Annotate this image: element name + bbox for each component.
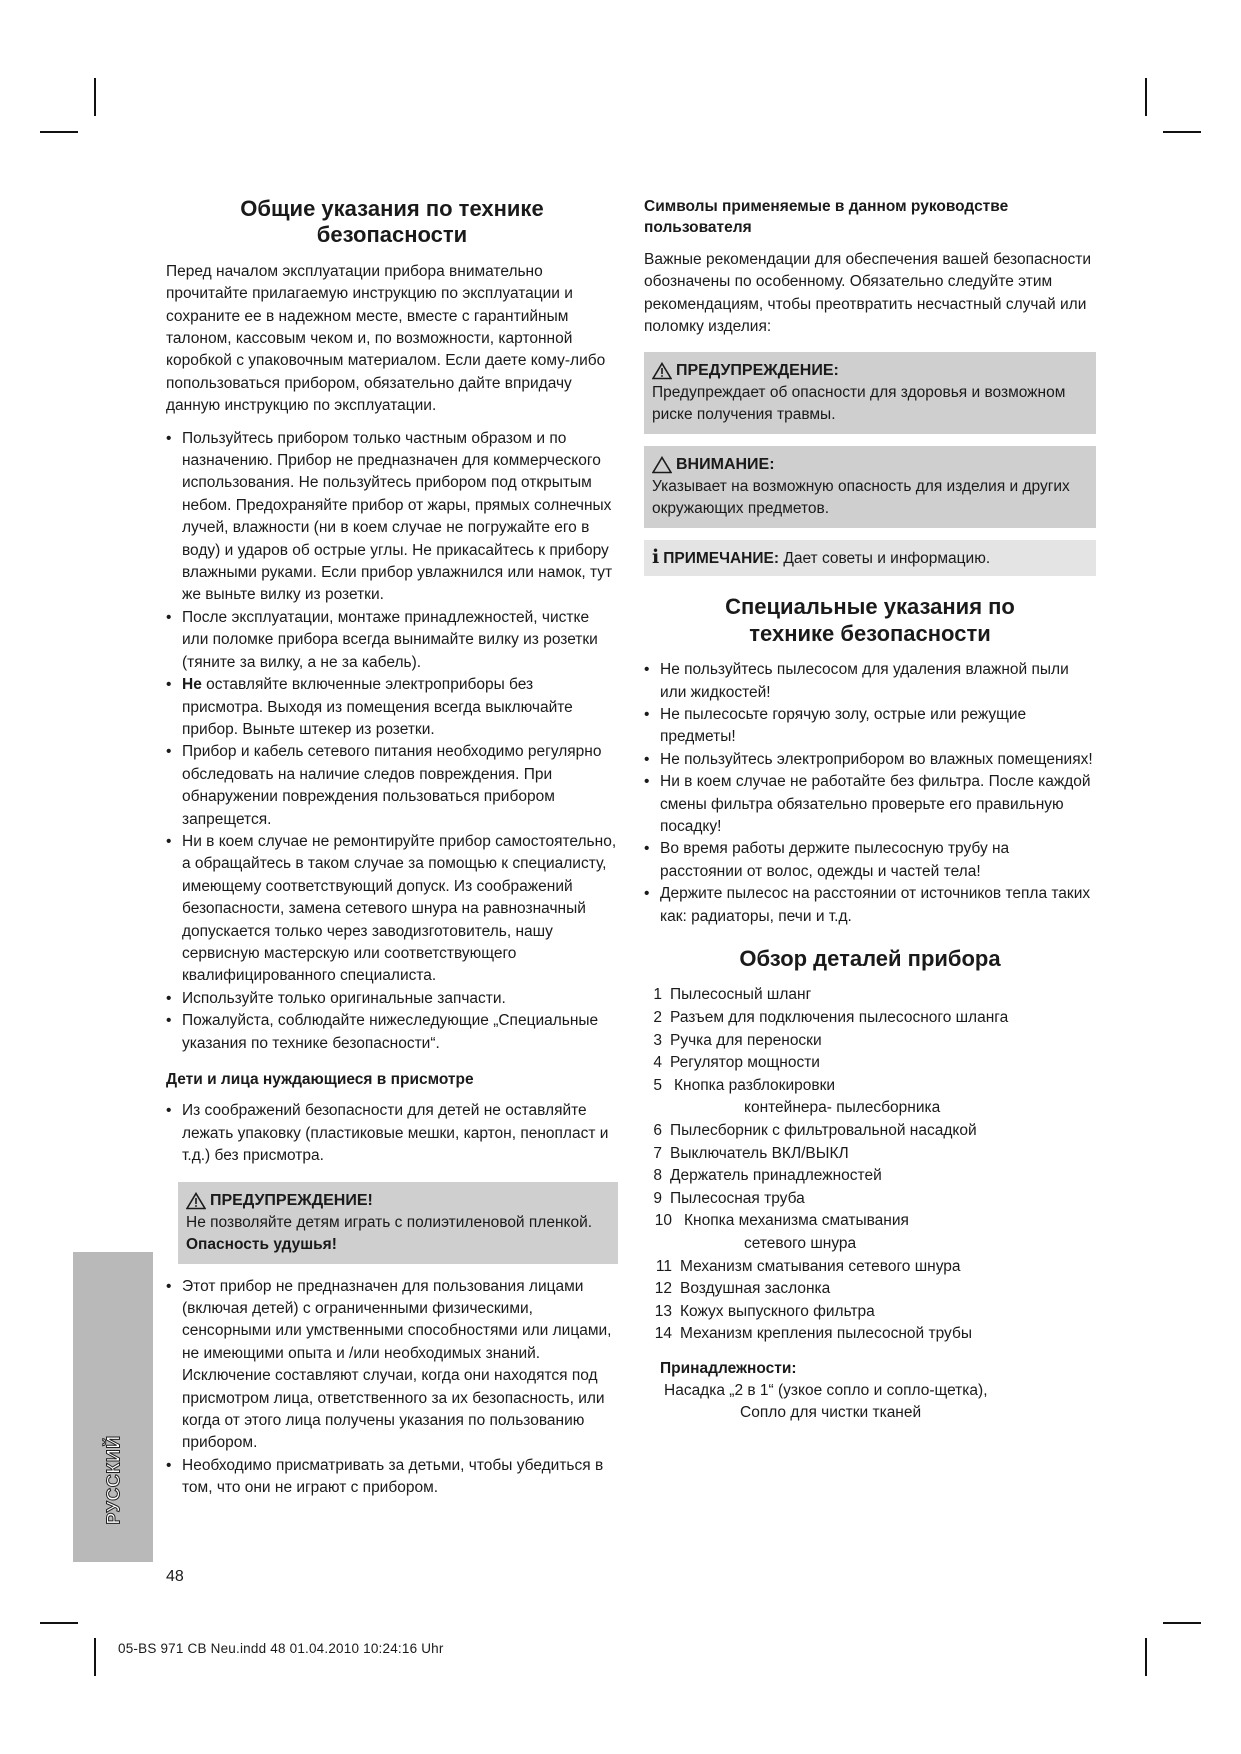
crop-mark [94,78,96,116]
list-item: • Необходимо присматривать за детьми, чтобы убедиться в том, что они не играют с прибором. [166,1455,618,1500]
part-item: 3 Ручка для переноски [653,1031,822,1049]
part-item: 7 Выключатель ВКЛ/ВЫКЛ [653,1144,849,1162]
crop-mark [40,1622,78,1624]
part-item: 8 Держатель принадлежностей [653,1167,882,1185]
accessories-line: Сопло для чистки тканей [740,1403,922,1421]
list-item: • Не пользуйтесь электроприбором во влажных помещениях! [644,749,1096,771]
list-item: • Ни в коем случае не работайте без фильтра. После каждой смены фильтра обязательно проверьте его правильную посадку! [644,771,1096,838]
list-item: • Во время работы держите пылесосную трубу на расстоянии от волос, одежды и частей тела! [644,838,1096,883]
list-item: • Используйте только оригинальные запчасти. [166,988,618,1010]
attention-text: Указывает на возможную опасность для изделия и других окружающих предметов. [652,478,1070,518]
warning-text: Не позволяйте детям играть с полиэтиленовой пленкой. [186,1213,593,1231]
warning-triangle-icon [186,1192,206,1210]
note-text: Дает советы и информацию. [779,550,991,568]
parts-list [644,984,1096,1346]
crop-mark [1163,1622,1201,1624]
page-number: 48 [166,1568,184,1585]
children-warning-box [178,1182,618,1264]
note-box [644,540,1096,576]
parts-overview-title: Обзор деталей прибора [739,946,1001,972]
note-title: ПРИМЕЧАНИЕ: [663,550,780,568]
info-icon: i [652,546,660,569]
warning-emphasis: Опасность удушья! [186,1235,337,1253]
general-safety-title: Общие указания по технике безопасности [240,196,544,248]
list-item: • Держите пылесос на расстоянии от источников тепла таких как: радиаторы, печи и т.д. [644,883,1096,928]
symbols-heading: Символы применяемые в данном руководстве пользователя [644,198,1009,237]
warning-box [644,352,1096,434]
warning-title: ПРЕДУПРЕЖДЕНИЕ! [210,1191,373,1209]
accessories-line: Насадка „2 в 1“ (узкое сопло и сопло-щетка), [664,1381,988,1399]
general-safety-intro: Перед началом эксплуатации прибора внимательно прочитайте прилагаемую инструкцию по эксплуатации и сохраните ее в надежном месте, вместе с гарантийным талоном, кассовым чеком и, по возможности, картонной коробкой с упаковочным материалом. Если даете кому-либо попользоваться прибором, обязательно дайте впридачу данную инструкцию по эксплуатации. [166,262,606,415]
language-tab-label: РУССКИЙ [103,1435,124,1525]
right-column [644,196,1096,1424]
children-list [166,1100,618,1167]
part-item: 5 Кнопка разблокировки контейнера- пылесборника [653,1076,941,1117]
part-item: 6 Пылесборник с фильтровальной насадкой [653,1121,977,1139]
attention-title: ВНИМАНИЕ: [676,456,775,474]
children-list-2 [166,1276,618,1500]
list-item: • Ни в коем случае не ремонтируйте прибор самостоятельно, а обращайтесь в таком случае за помощью к специалисту, имеющему соответствующий допуск. Из соображений безопасности, замена сетевого шнура на равнозначный допускается только через заводизготовитель, нашу сервисную мастерскую или соответствующего квалифицированного специалиста. [166,831,618,988]
list-item: • Не пользуйтесь пылесосом для удаления влажной пыли или жидкостей! [644,659,1096,704]
list-item: • Не оставляйте включенные электроприборы без присмотра. Выходя из помещения всегда выключайте прибор. Выньте штекер из розетки. [166,674,618,741]
warning-triangle-icon [652,362,672,380]
print-footer: 05-BS 971 CB Neu.indd 48 01.04.2010 10:24:16 Uhr [118,1641,444,1656]
children-heading: Дети и лица нуждающиеся в присмотре [166,1071,474,1088]
part-item: 11 Механизм сматывания сетевого шнура [655,1257,961,1275]
accessories-title: Принадлежности: [660,1359,797,1377]
part-item: 1 Пылесосный шланг [653,986,812,1004]
attention-triangle-icon [652,456,672,474]
list-item: • Пожалуйста, соблюдайте нижеследующие „Специальные указания по технике безопасности“. [166,1010,618,1055]
warning-text: Предупреждает об опасности для здоровья и возможном риске получения травмы. [652,384,1066,424]
part-item: 9 Пылесосная труба [653,1189,805,1207]
general-safety-list [166,428,618,1055]
part-item: 13 Кожух выпускного фильтра [654,1302,875,1320]
warning-title: ПРЕДУПРЕЖДЕНИЕ: [676,362,839,380]
list-item: • Пользуйтесь прибором только частным образом и по назначению. Прибор не предназначен для коммерческого использования. Не пользуйтесь прибором под открытым небом. Предохраняйте прибор от жары, прямых солнечных лучей, влажности (ни в коем случае не погружайте его в воду) и ударов об острые углы. Не прикасайтесь к прибору влажными руками. Если прибор увлажнился или намок, тут же выньте вилку из розетки. [166,428,618,607]
list-item: • Из соображений безопасности для детей не оставляйте лежать упаковку (пластиковые мешки, картон, пенопласт и т.д.) без присмотра. [166,1100,618,1167]
crop-mark [94,1638,96,1676]
part-item: 4 Регулятор мощности [653,1054,820,1072]
crop-mark [40,131,78,133]
list-item: • Прибор и кабель сетевого питания необходимо регулярно обследовать на наличие следов повреждения. При обнаружении повреждения пользоваться прибором запрещется. [166,741,618,831]
crop-mark [1145,78,1147,116]
special-safety-list [644,659,1096,928]
list-item: • Не пылесосьте горячую золу, острые или режущие предметы! [644,704,1096,749]
part-item: 10 Кнопка механизма сматывания сетевого шнура [654,1212,909,1252]
list-item: • После эксплуатации, монтаже принадлежностей, чистке или поломке прибора всегда вынимайте вилку из розетки (тяните за вилку, а не за кабель). [166,607,618,674]
symbols-intro: Важные рекомендации для обеспечения вашей безопасности обозначены по особенному. Обязательно следуйте этим рекомендациям, чтобы преотвратить несчастный случай или поломку изделия: [644,250,1092,335]
emphasis: Не [182,676,202,694]
special-safety-title: Специальные указания по технике безопасности [725,594,1015,646]
crop-mark [1145,1638,1147,1676]
part-item: 14 Механизм крепления пылесосной трубы [654,1325,972,1343]
part-item: 2 Разъем для подключения пылесосного шланга [653,1009,1009,1027]
attention-box [644,446,1096,528]
part-item: 12 Воздушная заслонка [654,1280,831,1298]
list-item: • Этот прибор не предназначен для пользования лицами (включая детей) с ограниченными физическими, сенсорными или умственными способностями или лицами, не имеющими опыта и /или необходимых знаний. Исключение составляют случаи, когда они находятся под присмотром лица, ответственного за их безопасность, или когда от этого лица получены указания по пользованию прибором. [166,1276,618,1455]
crop-mark [1163,131,1201,133]
left-column [166,196,618,1514]
